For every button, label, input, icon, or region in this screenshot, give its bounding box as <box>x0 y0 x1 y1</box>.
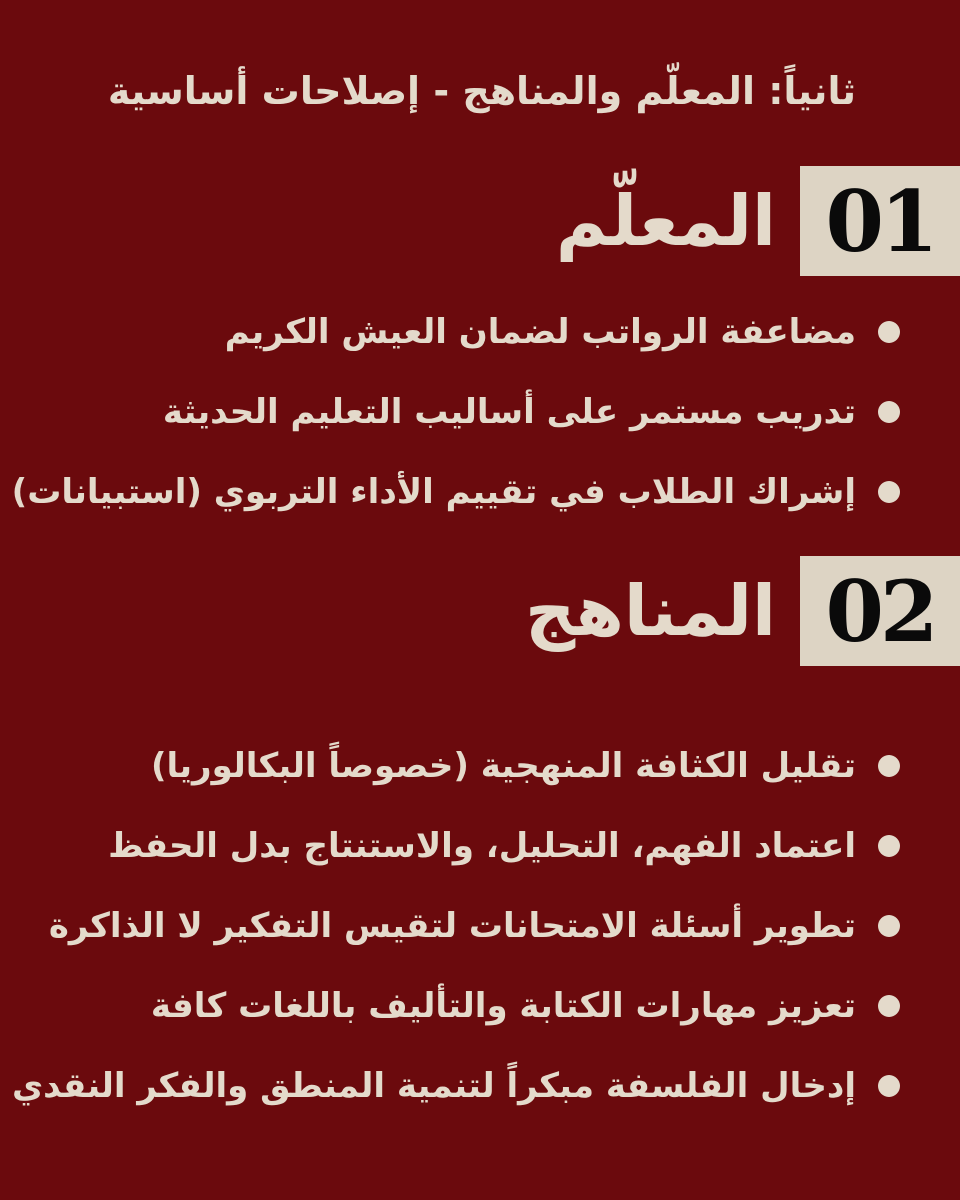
teacher-bullet-list <box>11 292 900 532</box>
section-header-curricula <box>525 556 960 666</box>
list-item-text: اعتماد الفهم، التحليل، والاستنتاج بدل الحفظ <box>108 826 856 866</box>
section-number-badge: 02 <box>800 556 960 666</box>
list-item-text: إدخال الفلسفة مبكراً لتنمية المنطق والفكر النقدي <box>11 1066 856 1106</box>
list-item <box>40 726 900 806</box>
section-number-badge: 01 <box>800 166 960 276</box>
list-item-text: تعزيز مهارات الكتابة والتأليف باللغات كافة <box>150 986 856 1026</box>
list-item <box>40 292 900 372</box>
bullet-dot-icon <box>878 1075 900 1097</box>
list-item <box>40 886 900 966</box>
list-item <box>11 1046 900 1126</box>
bullet-dot-icon <box>878 481 900 503</box>
list-item-text: مضاعفة الرواتب لضمان العيش الكريم <box>224 312 856 352</box>
list-item <box>40 966 900 1046</box>
list-item-text: تطوير أسئلة الامتحانات لتقيس التفكير لا الذاكرة <box>48 906 856 946</box>
list-item-text: إشراك الطلاب في تقييم الأداء التربوي (استبيانات) <box>11 472 856 512</box>
bullet-dot-icon <box>878 401 900 423</box>
list-item <box>40 806 900 886</box>
list-item-text: تقليل الكثافة المنهجية (خصوصاً البكالوريا) <box>150 746 856 786</box>
bullet-dot-icon <box>878 915 900 937</box>
page-title: ثانياً: المعلّم والمناهج - إصلاحات أساسية <box>107 69 856 113</box>
bullet-dot-icon <box>878 321 900 343</box>
list-item <box>11 452 900 532</box>
section-header-teacher <box>556 166 960 276</box>
bullet-dot-icon <box>878 755 900 777</box>
list-item <box>40 372 900 452</box>
curricula-bullet-list <box>11 726 900 1126</box>
bullet-dot-icon <box>878 835 900 857</box>
list-item-text: تدريب مستمر على أساليب التعليم الحديثة <box>162 392 856 432</box>
section-title: المعلّم <box>555 180 776 262</box>
bullet-dot-icon <box>878 995 900 1017</box>
section-title: المناهج <box>524 570 776 652</box>
